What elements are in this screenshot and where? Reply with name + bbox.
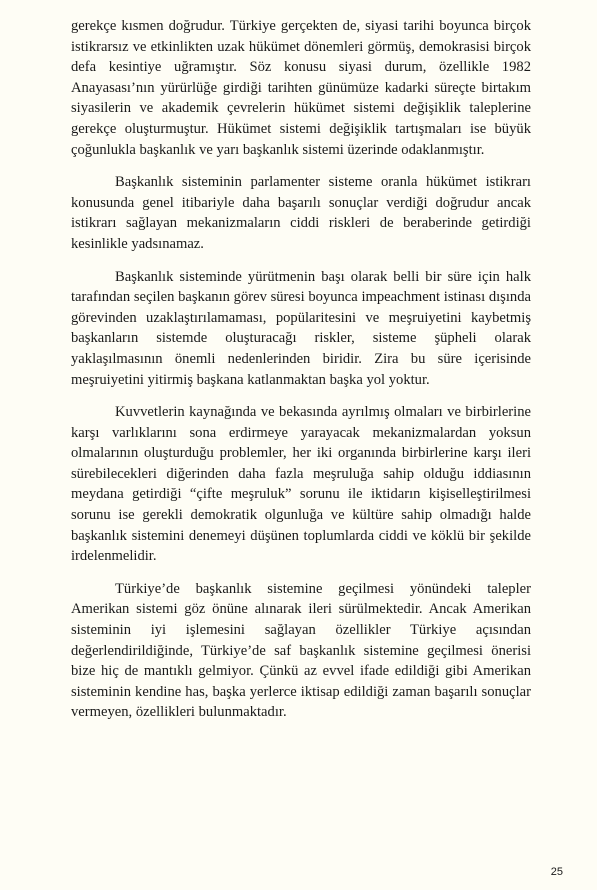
page-number: 25	[550, 866, 563, 878]
paragraph: gerekçe kısmen doğrudur. Türkiye gerçekten de, siyasi tarihi boyunca birçok istikrarsız ve etkinlikten uzak hükümet dönemleri görmüş, demokrasisi birçok defa kesintiye uğramıştır. Söz konusu siyasi durum, özellikle 1982 Anayasası’nın yürürlüğe girdiği tarihten günümüze kadarki süreçte birtakım siyasilerin ve akademik çevrelerin hükümet sistemi değişiklik taleplerine gerekçe oluşturmuştur. Hükümet sistemi değişiklik tartışmaları ise büyük çoğunlukla başkanlık ve yarı başkanlık sistemi üzerinde odaklanmıştır.	[71, 18, 531, 158]
paragraph: Türkiye’de başkanlık sistemine geçilmesi yönündeki talepler Amerikan sistemi göz önüne alınarak ileri sürülmektedir. Ancak Amerikan sisteminin iyi işlemesini sağlayan özellikler Türkiye açısından değerlendirildiğinde, Türkiye’de saf başkanlık sistemine geçilmesi önerisi bize hiç de mantıklı gelmiyor. Çünkü az evvel ifade edildiği gibi Amerikan sisteminin kendine has, başka yerlerce iktisap edildiği zaman başarılı sonuçlar vermeyen, özellikleri bulunmaktadır.	[71, 580, 531, 721]
body-text	[71, 16, 531, 723]
paragraph: Kuvvetlerin kaynağında ve bekasında ayrılmış olmaları ve birbirlerine karşı varlıklarını sona erdirmeye yarayacak mekanizmalardan yoksun olmalarının oluşturduğu problemler, her iki organında birbirlerine karşı ileri sürebilecekleri diğerinden daha fazla meşruluğa sahip olduğu iddiasının meydana getirdiği “çifte meşruluk” sorunu ile iktidarın kişiselleştirilmesi sorunu ise gerekli demokratik olgunluğa ve kültüre sahip olmadığı halde başkanlık sistemini denemeyi düşünen toplumlarda ciddi ve köklü bir şekilde irdelenmelidir.	[71, 404, 531, 565]
paragraph: Başkanlık sisteminin parlamenter sisteme oranla hükümet istikrarı konusunda genel itibariyle daha başarılı sonuçlar verdiği doğrudur ancak istikrarı sağlayan mekanizmaların ciddi riskleri de beraberinde getirdiği kesinlikle yadsınamaz.	[71, 174, 531, 252]
paragraph: Başkanlık sisteminde yürütmenin başı olarak belli bir süre için halk tarafından seçilen başkanın görev süresi boyunca impeachment istinası dışında görevinden uzaklaştırılamaması, popülaritesini ve meşruiyetini kaybetmiş başkanların sistemde oluşturacağı riskler, sisteme şüpheli olarak yaklaşılmasının önemli nedenlerinden biridir. Zira bu süre içerisinde meşruiyetini yitirmiş başkana katlanmaktan başka yol yoktur.	[71, 268, 531, 388]
